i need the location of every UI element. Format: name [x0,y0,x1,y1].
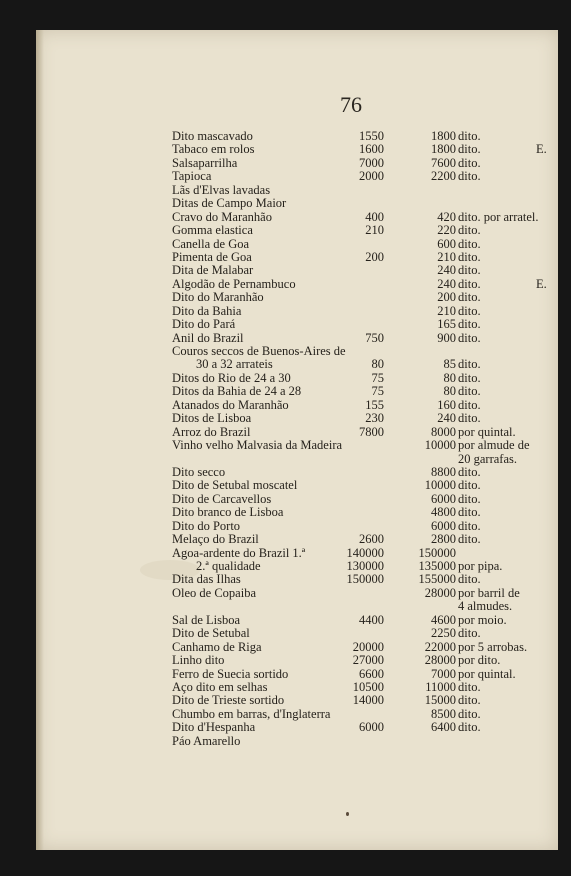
price-low: 230 [365,411,384,426]
price-high: 1800 [431,129,456,143]
item-name: Algodão de Pernambuco [172,276,296,291]
price-unit: dito. [458,464,481,479]
item-name: Ditos de Lisboa [172,411,252,426]
price-low: 400 [365,209,384,224]
table-row [172,439,552,452]
price-unit: dito. [458,169,481,184]
price-unit: dito. [458,384,481,399]
price-high: 8500 [431,706,456,721]
price-high: 6400 [431,720,456,735]
table-row [172,412,552,425]
item-name: Linho dito [172,653,225,668]
item-name: Couros seccos de Buenos-Aires de [172,344,346,358]
item-name: Dito do Maranhão [172,290,264,305]
price-high: 220 [437,223,456,238]
page-gutter-shadow [36,30,44,850]
price-high: 22000 [424,639,456,654]
item-name: Dito do Pará [172,317,236,332]
price-unit: por pipa. [458,559,503,573]
item-name: Vinho velho Malvasia da Madeira [172,438,343,453]
item-name: Dito da Bahia [172,303,242,318]
item-name: Ditos do Rio de 24 a 30 [172,370,291,385]
price-unit: dito. [458,397,481,412]
price-unit: dito. [458,249,481,264]
table-row [172,332,552,345]
price-high: 240 [437,276,456,291]
item-name: Atanados do Maranhão [172,397,289,412]
price-high: 900 [437,330,456,345]
price-low: 6000 [359,720,384,735]
item-name: Dito de Trieste sortido [172,693,285,708]
item-name: Dita das Ilhas [172,572,241,587]
price-low: 7000 [359,155,384,170]
item-name: Salsaparrilha [172,155,238,170]
item-name: Dito branco de Lisboa [172,505,284,520]
table-row [172,520,552,533]
price-unit: dito. [458,142,481,157]
table-row [172,694,552,707]
price-high: 8000 [431,424,456,439]
price-high: 4600 [431,612,456,627]
table-row [172,573,552,586]
price-low: 6600 [359,666,384,681]
item-name: Canhamo de Riga [172,639,262,654]
price-unit: dito. [458,317,481,332]
item-name: Dito mascavado [172,129,253,143]
price-unit: dito. [458,679,481,694]
table-row [172,278,552,291]
margin-mark: E. [536,276,547,291]
price-low: 75 [371,384,384,399]
price-unit: por 5 arrobas. [458,639,528,654]
table-row [172,466,552,479]
table-row [172,641,552,654]
price-low: 14000 [352,693,384,708]
price-low: 2600 [359,532,384,547]
price-low: 750 [365,330,384,345]
table-row [172,721,552,734]
item-name: 30 a 32 arrateis [196,357,273,372]
price-high: 210 [437,249,456,264]
price-high: 600 [437,236,456,251]
price-high: 6000 [431,518,456,533]
price-unit: por moio. [458,612,507,627]
table-row [172,224,552,237]
price-high: 7600 [431,155,456,170]
price-low: 10500 [352,679,384,694]
price-high: 28000 [424,653,456,668]
price-unit: dito. [458,706,481,721]
table-row [172,305,552,318]
price-low: 140000 [346,545,384,560]
table-row [172,130,552,143]
price-high: 160 [437,397,456,412]
item-name: Páo Amarello [172,733,241,748]
table-row [172,238,552,251]
price-high: 240 [437,411,456,426]
table-row [172,627,552,640]
price-low: 7800 [359,424,384,439]
item-name: 2.ª qualidade [196,559,261,573]
table-row [172,681,552,694]
item-name: Melaço do Brazil [172,532,259,547]
price-low: 2000 [359,169,384,184]
price-unit: dito. [458,223,481,238]
item-name: Canella de Goa [172,236,250,251]
item-name: Ditas de Campo Maior [172,196,287,211]
price-high: 2250 [431,626,456,641]
item-name: Dita de Malabar [172,263,254,278]
page-number: 76 [340,92,362,117]
price-low: 210 [365,223,384,238]
table-row [172,493,552,506]
price-unit: dito. [458,276,481,291]
item-name: Dito d'Hespanha [172,720,256,735]
price-high: 85 [443,357,456,372]
item-name: Ferro de Suecia sortido [172,666,289,681]
table-row [172,399,552,412]
price-low: 1600 [359,142,384,157]
price-unit: 20 garrafas. [458,451,517,466]
table-row [172,654,552,667]
price-high: 2200 [431,169,456,184]
table-row [172,533,552,546]
price-unit: dito. [458,491,481,506]
price-unit: por almude de [458,438,530,453]
item-name: Aço dito em selhas [172,679,268,694]
price-low: 150000 [346,572,384,587]
item-name: Dito de Carcavellos [172,491,272,506]
table-row [172,197,552,210]
price-low: 130000 [346,559,384,573]
price-unit: dito. [458,129,481,143]
item-name: Lãs d'Elvas lavadas [172,182,271,197]
price-unit: dito. [458,720,481,735]
price-unit: dito. [458,357,481,372]
table-row [172,708,552,721]
table-row [172,170,552,183]
table-row [172,600,552,613]
price-unit: por barril de [458,585,520,600]
item-name: Agoa-ardente do Brazil 1.ª [172,545,306,560]
price-unit: por quintal. [458,666,516,681]
price-high: 80 [443,384,456,399]
item-name: Cravo do Maranhão [172,209,272,224]
price-low: 27000 [352,653,384,668]
item-name: Ditos da Bahia de 24 a 28 [172,384,302,399]
price-unit: dito. por arratel. [458,209,539,224]
ink-speck [346,812,349,816]
price-high: 2800 [431,532,456,547]
price-low: 80 [371,357,384,372]
table-row [172,251,552,264]
price-high: 200 [437,290,456,305]
price-high: 150000 [418,545,456,560]
table-row [172,668,552,681]
price-low: 200 [365,249,384,264]
item-name: Anil do Brazil [172,330,244,345]
table-row [172,426,552,439]
price-high: 10000 [424,438,456,453]
price-high: 80 [443,370,456,385]
table-row [172,318,552,331]
price-unit: dito. [458,693,481,708]
price-high: 420 [437,209,456,224]
price-unit: dito. [458,290,481,305]
table-row [172,385,552,398]
price-high: 6000 [431,491,456,506]
table-row [172,143,552,156]
price-high: 10000 [424,478,456,493]
item-name: Dito de Setubal [172,626,250,641]
table-row [172,264,552,277]
item-name: Sal de Lisboa [172,612,241,627]
table-row [172,506,552,519]
item-name: Chumbo em barras, d'Inglaterra [172,706,331,721]
table-row [172,547,552,560]
item-name: Dito de Setubal moscatel [172,478,298,493]
item-name: Dito do Porto [172,518,241,533]
table-row [172,358,552,371]
price-unit: dito. [458,626,481,641]
price-unit: por quintal. [458,424,516,439]
price-high: 1800 [431,142,456,157]
price-high: 240 [437,263,456,278]
price-unit: dito. [458,303,481,318]
price-high: 155000 [418,572,456,587]
price-unit: dito. [458,155,481,170]
price-high: 165 [437,317,456,332]
table-row [172,614,552,627]
table-row [172,372,552,385]
table-row [172,735,552,748]
table-row [172,453,552,466]
price-unit: dito. [458,518,481,533]
table-row [172,479,552,492]
price-unit: dito. [458,330,481,345]
item-name: Dito secco [172,464,226,479]
price-low: 20000 [352,639,384,654]
price-low: 1550 [359,129,384,143]
item-name: Oleo de Copaiba [172,585,257,600]
price-unit: dito. [458,532,481,547]
table-row [172,291,552,304]
price-unit: dito. [458,263,481,278]
item-name: Pimenta de Goa [172,249,252,264]
table-row [172,560,552,573]
price-high: 28000 [424,585,456,600]
table-row [172,211,552,224]
price-unit: dito. [458,505,481,520]
table-row [172,157,552,170]
price-unit: dito. [458,478,481,493]
item-name: Arroz do Brazil [172,424,251,439]
price-high: 11000 [425,679,456,694]
price-high: 135000 [418,559,456,573]
price-unit: dito. [458,236,481,251]
price-unit: 4 almudes. [458,599,513,614]
price-list-table [172,130,552,748]
table-row [172,184,552,197]
price-unit: dito. [458,411,481,426]
price-high: 15000 [424,693,456,708]
price-low: 155 [365,397,384,412]
price-unit: dito. [458,370,481,385]
price-high: 4800 [431,505,456,520]
price-low: 4400 [359,612,384,627]
price-high: 8800 [431,464,456,479]
price-high: 7000 [431,666,456,681]
item-name: Gomma elastica [172,223,253,238]
price-high: 210 [437,303,456,318]
price-unit: por dito. [458,653,501,668]
price-low: 75 [371,370,384,385]
margin-mark: E. [536,142,547,157]
item-name: Tabaco em rolos [172,142,255,157]
table-row [172,345,552,358]
price-unit: dito. [458,572,481,587]
table-row [172,587,552,600]
item-name: Tapioca [172,169,212,184]
